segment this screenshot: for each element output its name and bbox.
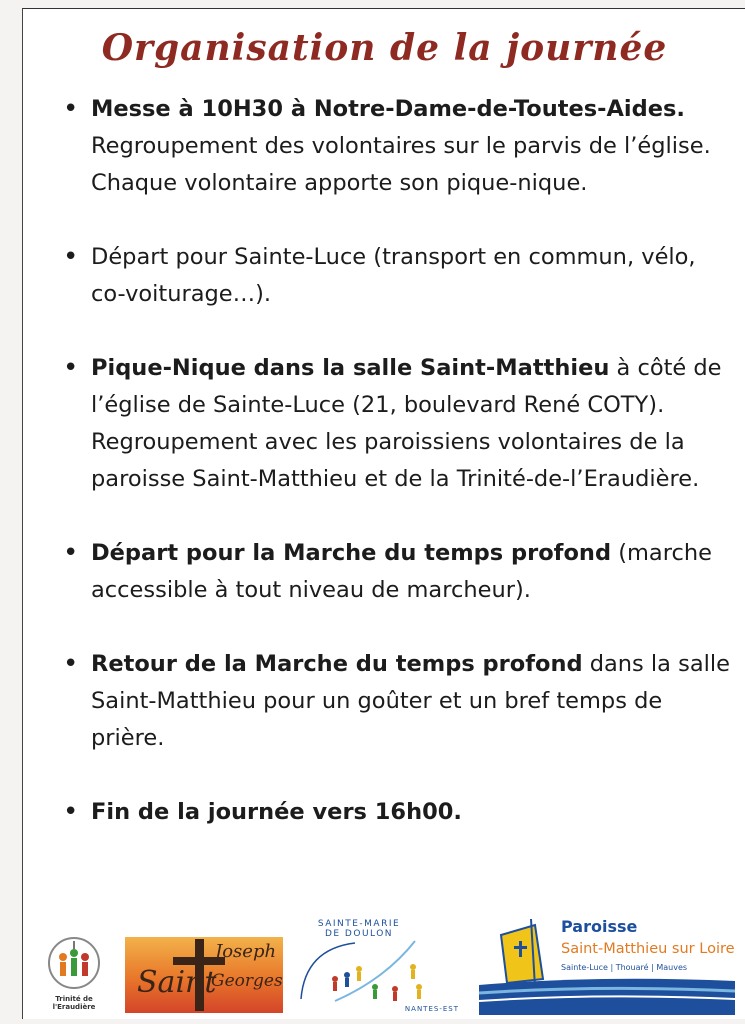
- list-item: [63, 239, 734, 313]
- item-text: Départ pour Sainte-Luce (transport en commun, vélo, co-voiturage…).: [91, 244, 696, 307]
- list-item: [63, 350, 734, 498]
- trinite-caption-2: l'Eraudière: [52, 1003, 96, 1011]
- trinite-caption-1: Trinité de: [55, 995, 93, 1003]
- logo-georges-text: Georges: [211, 971, 283, 991]
- flyer-page: [22, 8, 745, 1019]
- sainte-marie-line2: DE DOULON: [324, 929, 394, 939]
- item-bold: Départ pour la Marche du temps profond: [91, 540, 612, 566]
- item-text: à côté de l’église de Sainte-Luce (21, boulevard René COTY). Regroupement avec les paroissiens volontaires de la paroisse Saint-Matthieu et de la Trinité-de-l’Eraudière.: [91, 355, 722, 492]
- item-bold: Fin de la journée vers 16h00.: [91, 799, 462, 825]
- matthieu-line3: Sainte-Luce | Thouaré | Mauves: [561, 963, 688, 972]
- list-item: [63, 535, 734, 609]
- item-bold: Pique-Nique dans la salle Saint-Matthieu: [91, 355, 610, 381]
- list-item: [63, 646, 734, 757]
- people-figures-icon: [295, 939, 463, 1005]
- matthieu-line2: Saint-Matthieu sur Loire: [561, 941, 735, 957]
- logo-saint-joseph-georges: [125, 937, 283, 1013]
- logo-saint-matthieu: [479, 915, 735, 1015]
- item-bold: Messe à 10H30 à Notre-Dame-de-Toutes-Aides.: [91, 96, 685, 122]
- item-text: (marche accessible à tout niveau de marcheur).: [91, 540, 712, 603]
- logo-sainte-marie: [295, 919, 463, 1015]
- logo-trinite: [43, 935, 105, 1013]
- page-title: Organisation de la journée: [101, 27, 668, 69]
- sainte-marie-line1: SAINTE-MARIE: [317, 919, 401, 929]
- item-bold: Retour de la Marche du temps profond: [91, 651, 583, 677]
- matthieu-line1: Paroisse: [561, 917, 638, 936]
- list-item: [63, 91, 734, 202]
- logo-joseph-text: Joseph: [215, 941, 277, 962]
- item-text: Regroupement des volontaires sur le parvis de l’église. Chaque volontaire apporte son pique-nique.: [91, 133, 711, 196]
- sainte-marie-line3: NANTES-EST: [404, 1005, 459, 1013]
- parish-logos: [43, 913, 743, 1013]
- trinite-emblem-icon: [43, 935, 105, 991]
- logo-saint-text: Saint: [137, 965, 217, 1000]
- item-text: dans la salle Saint-Matthieu pour un goûter et un bref temps de prière.: [91, 651, 730, 751]
- list-item: [63, 794, 734, 831]
- schedule-list: [63, 91, 734, 831]
